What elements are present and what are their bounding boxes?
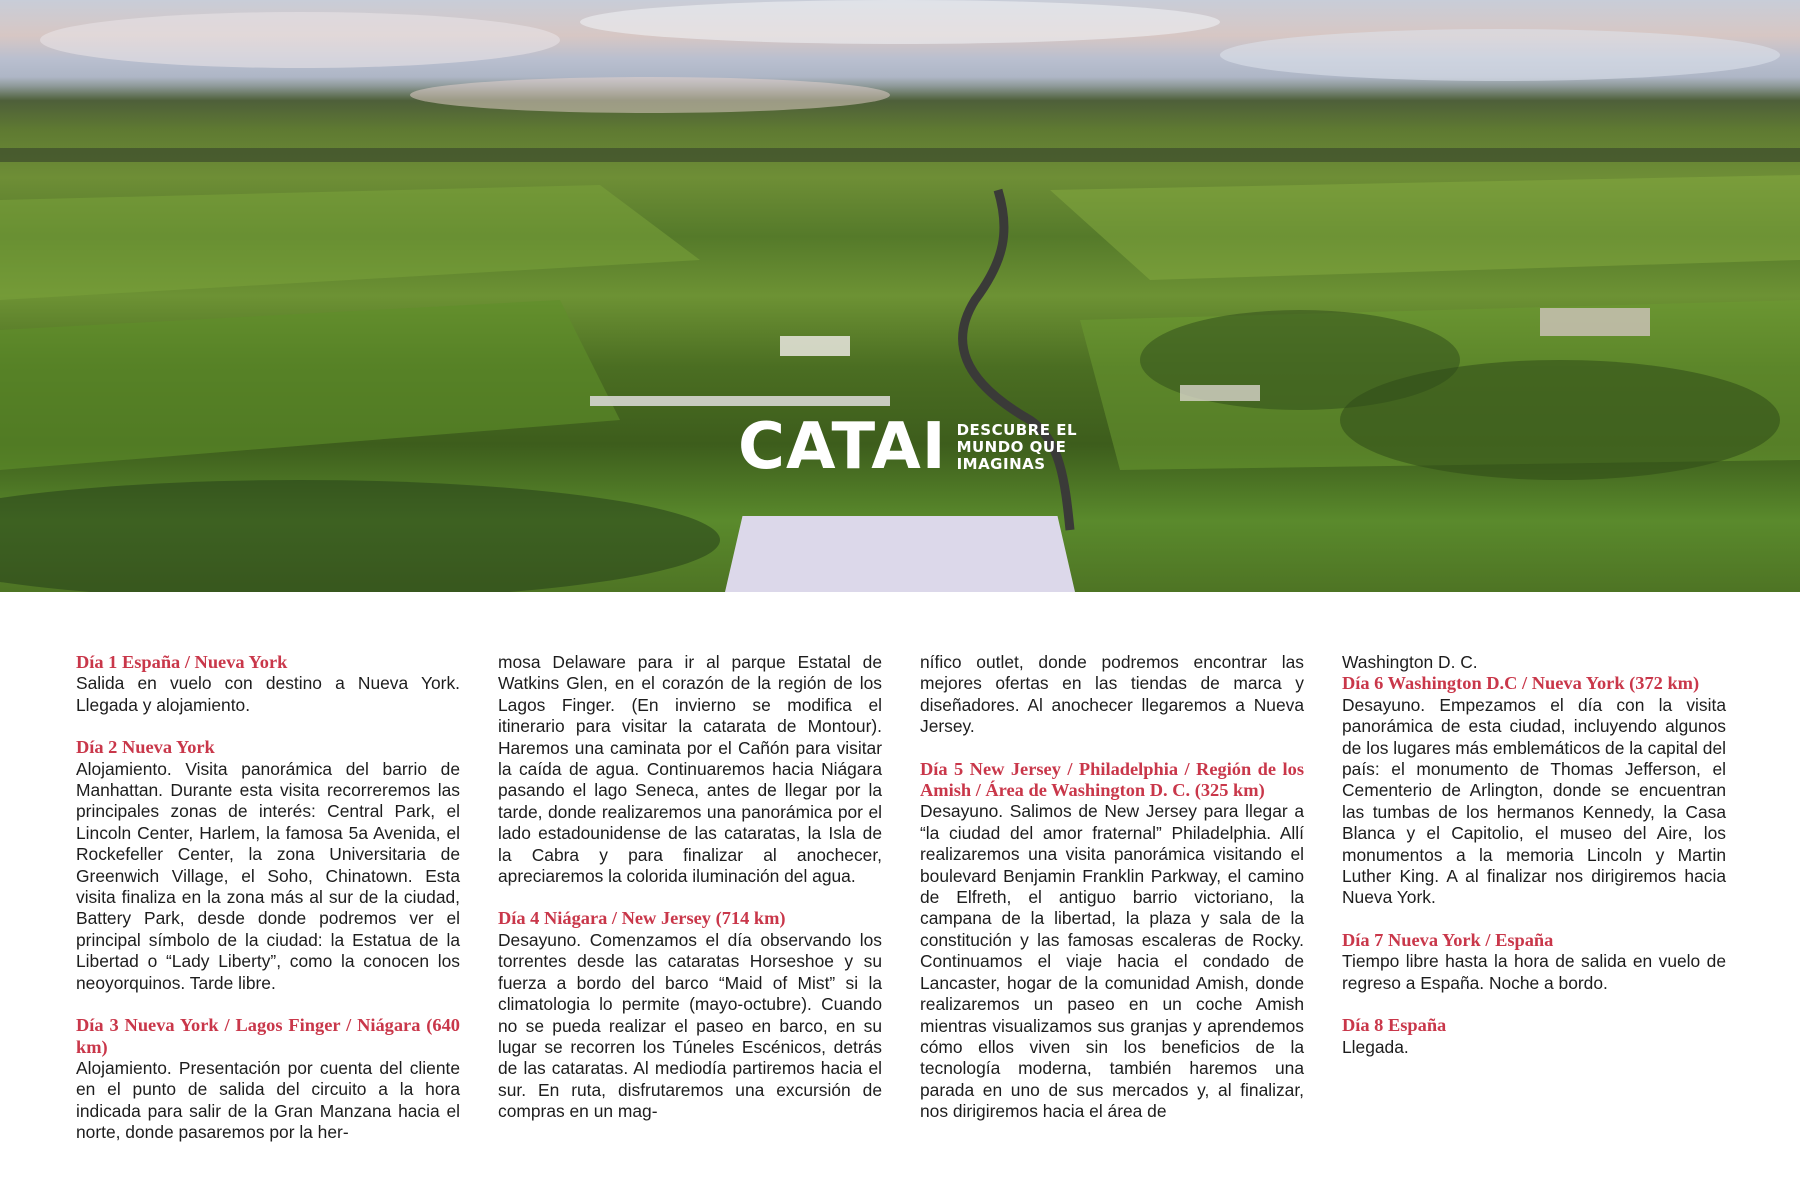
- day-text: Desayuno. Comenzamos el día observando los torrentes desde las cataratas Horseshoe y su fuerza a bordo del barco “Maid of Mist” si la climatologia lo permite (mayo-octubre). Cuando no se pueda realizar el paseo en barco, en su lugar se recorren los Túneles Escénicos, detrás de las cataratas. Al mediodía partiremos hacia el sur. En ruta, disfrutaremos una excursión de compras en un mag-: [498, 929, 882, 1122]
- logo-tagline: [957, 422, 1077, 473]
- day-text: Salida en vuelo con destino a Nueva York. Llegada y alojamiento.: [76, 673, 460, 715]
- day-title: Día 1 España / Nueva York: [76, 652, 288, 672]
- day-block: [1342, 1015, 1726, 1058]
- column-3: [920, 652, 1304, 1144]
- day-block: [76, 737, 460, 994]
- column-1: [76, 652, 460, 1144]
- day-block-continued: [1342, 652, 1726, 673]
- landscape-illustration: [0, 0, 1800, 592]
- day-block: [76, 1015, 460, 1143]
- tagline-line-3: IMAGINAS: [956, 454, 1046, 473]
- day-title: Día 6 Washington D.C / Nueva York (372 km): [1342, 673, 1700, 694]
- catai-logo: [738, 412, 1077, 482]
- day-title: Día 7 Nueva York / España: [1342, 929, 1554, 950]
- day-text: Desayuno. Empezamos el día con la visita panorámica de esta ciudad, incluyendo algunos de los lugares más emblemáticos de la capital del país: el monumento de Thomas Jefferson, el Cementerio de Arlington, donde se encuentran las tumbas de los hermanos Kennedy, la Casa Blanca y el Capitolio, el museo del Aire, los monumentos a la memoria Lincoln y Martin Luther King. A al finalizar nos dirigiremos hacia Nueva York.: [1342, 694, 1726, 908]
- day-text: Tiempo libre hasta la hora de salida en vuelo de regreso a España. Noche a bordo.: [1342, 951, 1726, 993]
- day-text: mosa Delaware para ir al parque Estatal de Watkins Glen, en el corazón de la región de los Lagos Finger. (En invierno se modifica el itinerario para visitar la catarata de Montour). Haremos una caminata por el Cañón para visitar la caída de agua. Continuaremos hacia Niágara pasando el lago Seneca, antes de llegar por la tarde, donde realizaremos una panorámica por el lado estadounidense de las cataratas, la Isla de la Cabra y para finalizar al anochecer, apreciaremos la colorida iluminación del agua.: [498, 652, 882, 887]
- day-text: nífico outlet, donde podremos encontrar las mejores ofertas en las tiendas de marca y diseñadores. Al anochecer llegaremos a Nueva Jersey.: [920, 652, 1304, 737]
- day-text: Llegada.: [1342, 1036, 1409, 1057]
- column-2: [498, 652, 882, 1144]
- tagline-line-1: DESCUBRE EL: [956, 420, 1078, 439]
- hero-landscape-photo: [0, 0, 1800, 592]
- day-block: [76, 652, 460, 716]
- column-4: [1342, 652, 1726, 1144]
- day-title: Día 2 Nueva York: [76, 737, 215, 758]
- day-block: [1342, 930, 1726, 994]
- day-title: Día 8 España: [1342, 1015, 1447, 1036]
- day-block-continued: [498, 652, 882, 887]
- day-text: Desayuno. Salimos de New Jersey para llegar a “la ciudad del amor fraternal” Philadelphia. Allí realizaremos una visita panorámica visitando el boulevard Benjamin Franklin Parkway, el camino de Elfreth, el antiguo barrio victoriano, la campana de la libertad, la plaza y sala de la constitución y las famosas escaleras de Rocky. Continuamos el viaje hacia el condado de Lancaster, hogar de la comunidad Amish, donde realizaremos un paseo en un coche Amish mientras visualizamos sus granjas y aprendemos cómo ellos viven sin los beneficios de la tecnología moderna, también haremos una parada en uno de sus mercados y, al finalizar, nos dirigiremos hacia el área de: [920, 801, 1304, 1122]
- day-block: [498, 908, 882, 1122]
- day-title: Día 3 Nueva York / Lagos Finger / Niágara (640 km): [76, 1015, 460, 1057]
- lavender-tab: [725, 516, 1075, 592]
- logo-wordmark: CATAI: [738, 410, 947, 484]
- tagline-line-2: MUNDO QUE: [956, 437, 1067, 456]
- day-title: Día 4 Niágara / New Jersey (714 km): [498, 908, 786, 929]
- day-text: Alojamiento. Visita panorámica del barrio de Manhattan. Durante esta visita recorreremos las principales zonas de interés: Central Park, el Lincoln Center, Harlem, la famosa 5a Avenida, el Rockefeller Center, la zona Universitaria de Greenwich Village, el Soho, Chinatown. Esta visita finaliza en la zona más al sur de la ciudad, Battery Park, desde donde podremos ver el principal símbolo de la ciudad: la Estatua de la Libertad o “Lady Liberty”, como la conocen los neoyorquinos. Tarde libre.: [76, 758, 460, 993]
- day-block: [1342, 673, 1726, 908]
- day-text: Washington D. C.: [1342, 652, 1478, 672]
- day-block-continued: [920, 652, 1304, 738]
- day-block: [920, 759, 1304, 1123]
- day-text: Alojamiento. Presentación por cuenta del cliente en el punto de salida del circuito a la hora indicada para salir de la Gran Manzana hacia el norte, donde pasaremos por la her-: [76, 1057, 460, 1143]
- day-title: Día 5 New Jersey / Philadelphia / Región de los Amish / Área de Washington D. C. (325 km): [920, 758, 1304, 801]
- itinerary-columns: [76, 652, 1726, 1144]
